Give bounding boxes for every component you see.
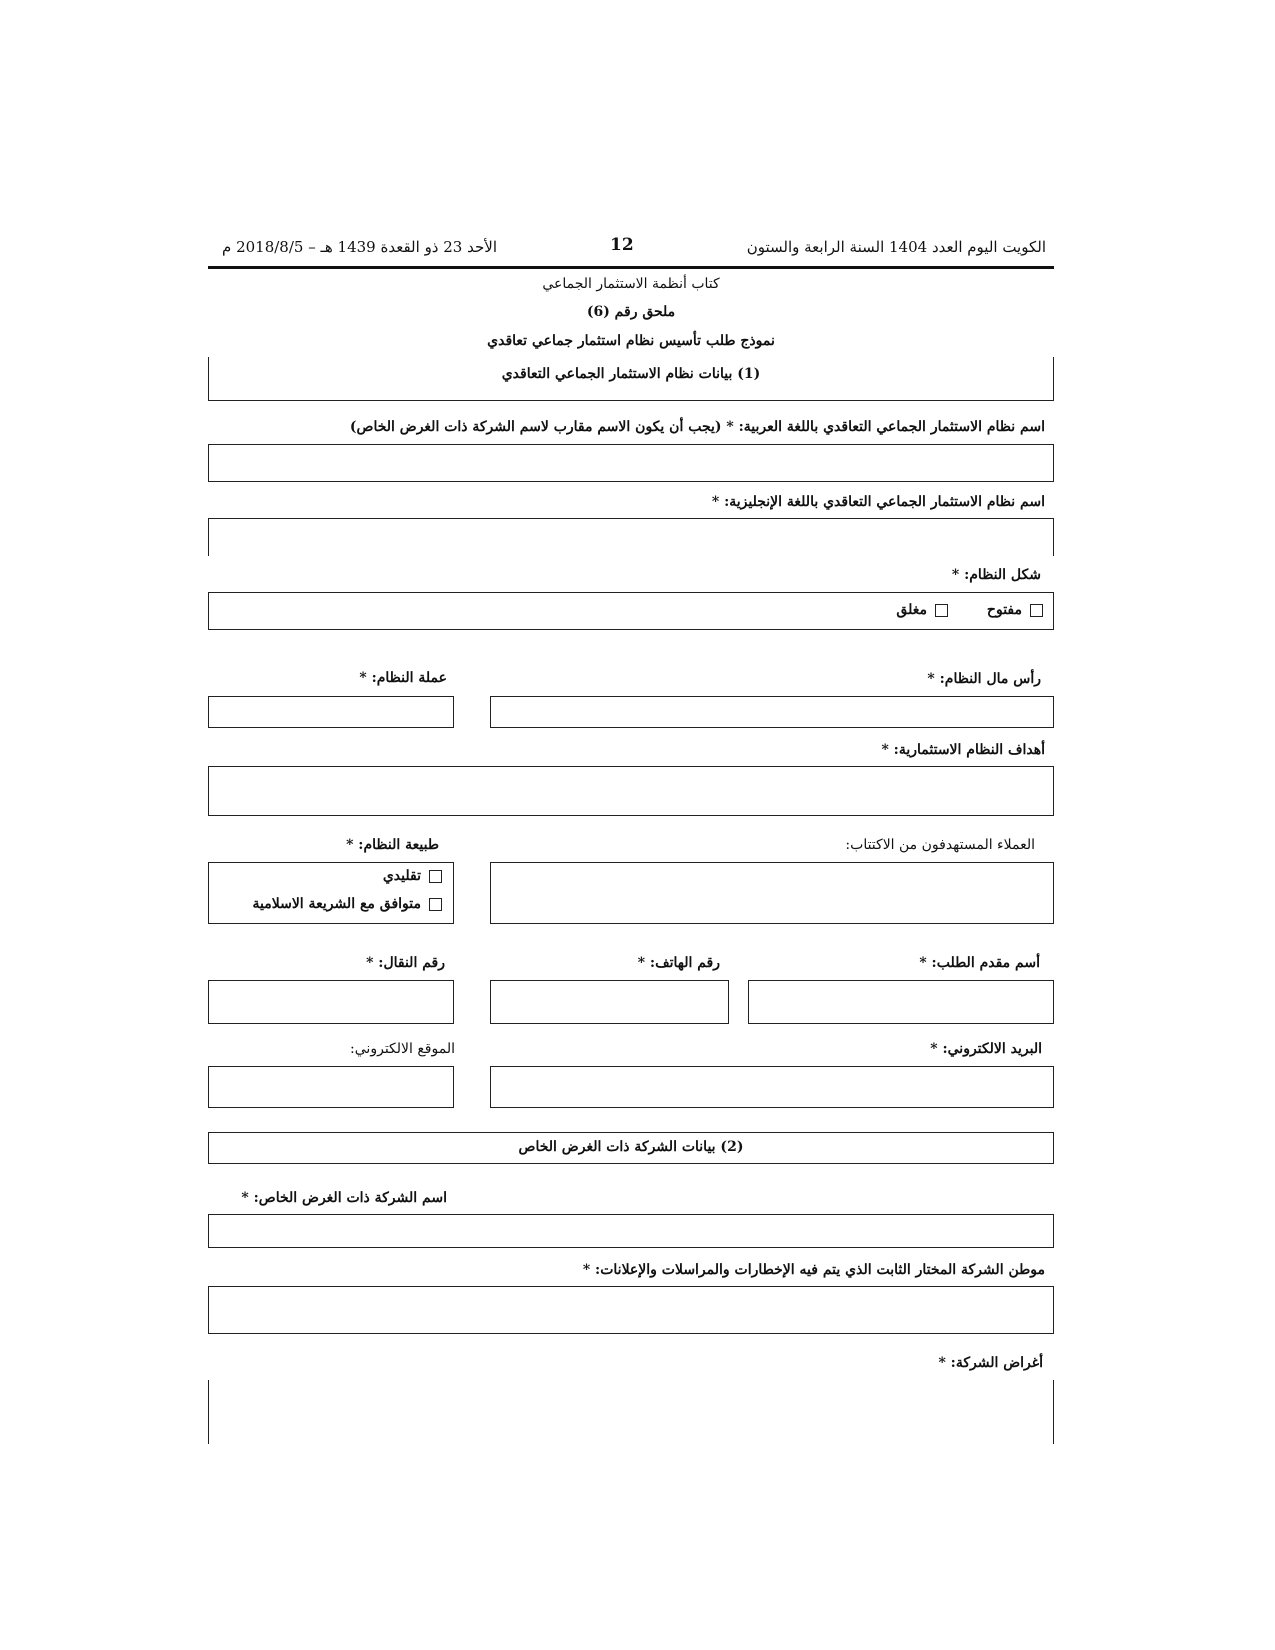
header-issue: الكويت اليوم العدد 1404 السنة الرابعة والستون (746, 238, 1046, 256)
option-traditional[interactable] (383, 868, 442, 884)
email-input[interactable] (490, 1066, 1054, 1108)
currency-label: عملة النظام: * (359, 670, 447, 686)
email-label: البريد الالكتروني: * (930, 1041, 1042, 1057)
traditional-label: تقليدي (382, 868, 421, 884)
book-title: كتاب أنظمة الاستثمار الجماعي (542, 276, 720, 292)
traditional-checkbox[interactable] (429, 870, 442, 883)
name-ar-label: اسم نظام الاستثمار الجماعي التعاقدي باللغة العربية: * (يجب أن يكون الاسم مقارب لاسم الشركة ذات الغرض الخاص) (349, 419, 1045, 435)
objectives-label: أهداف النظام الاستثمارية: * (881, 742, 1045, 758)
section2-title: (2) بيانات الشركة ذات الغرض الخاص (518, 1139, 744, 1155)
currency-input[interactable] (208, 696, 454, 728)
name-en-input[interactable] (208, 518, 1054, 556)
option-closed[interactable] (896, 602, 948, 618)
sharia-label: متوافق مع الشريعة الاسلامية (252, 896, 421, 912)
option-open[interactable] (987, 602, 1043, 618)
website-input[interactable] (208, 1066, 454, 1108)
purposes-input[interactable] (208, 1380, 1054, 1444)
mobile-input[interactable] (208, 980, 454, 1024)
form-type-label: شكل النظام: * (951, 567, 1041, 583)
domicile-label: موطن الشركة المختار الثابت الذي يتم فيه الإخطارات والمراسلات والإعلانات: * (582, 1262, 1045, 1278)
spv-name-input[interactable] (208, 1214, 1054, 1248)
capital-label: رأس مال النظام: * (927, 671, 1041, 687)
option-sharia[interactable] (253, 896, 443, 912)
purposes-label: أغراض الشركة: * (938, 1355, 1043, 1371)
name-ar-input[interactable] (208, 444, 1054, 482)
phone-input[interactable] (490, 980, 729, 1024)
phone-label: رقم الهاتف: * (637, 955, 720, 971)
name-en-label: اسم نظام الاستثمار الجماعي التعاقدي باللغة الإنجليزية: * (711, 494, 1045, 510)
capital-input[interactable] (490, 696, 1054, 728)
objectives-input[interactable] (208, 766, 1054, 816)
mobile-label: رقم النقال: * (366, 955, 445, 971)
target-clients-label: العملاء المستهدفون من الاكتتاب: (845, 837, 1035, 853)
section1-title: (1) بيانات نظام الاستثمار الجماعي التعاقدي (501, 366, 761, 382)
applicant-label: أسم مقدم الطلب: * (919, 955, 1040, 971)
open-label: مفتوح (986, 602, 1022, 618)
header-date: الأحد 23 ذو القعدة 1439 هـ – 2018/8/5 م (222, 238, 497, 256)
spv-name-label: اسم الشركة ذات الغرض الخاص: * (241, 1190, 447, 1206)
closed-label: مغلق (896, 602, 927, 618)
form-title: نموذج طلب تأسيس نظام استثمار جماعي تعاقدي (487, 333, 775, 349)
domicile-input[interactable] (208, 1286, 1054, 1334)
applicant-input[interactable] (748, 980, 1054, 1024)
header-rule (208, 266, 1054, 269)
open-checkbox[interactable] (1030, 604, 1043, 617)
target-clients-input[interactable] (490, 862, 1054, 924)
annex-title: ملحق رقم (6) (586, 304, 676, 320)
closed-checkbox[interactable] (935, 604, 948, 617)
page-number: 12 (610, 235, 634, 255)
website-label: الموقع الالكتروني: (350, 1041, 455, 1057)
nature-label: طبيعة النظام: * (346, 837, 439, 853)
sharia-checkbox[interactable] (429, 898, 442, 911)
